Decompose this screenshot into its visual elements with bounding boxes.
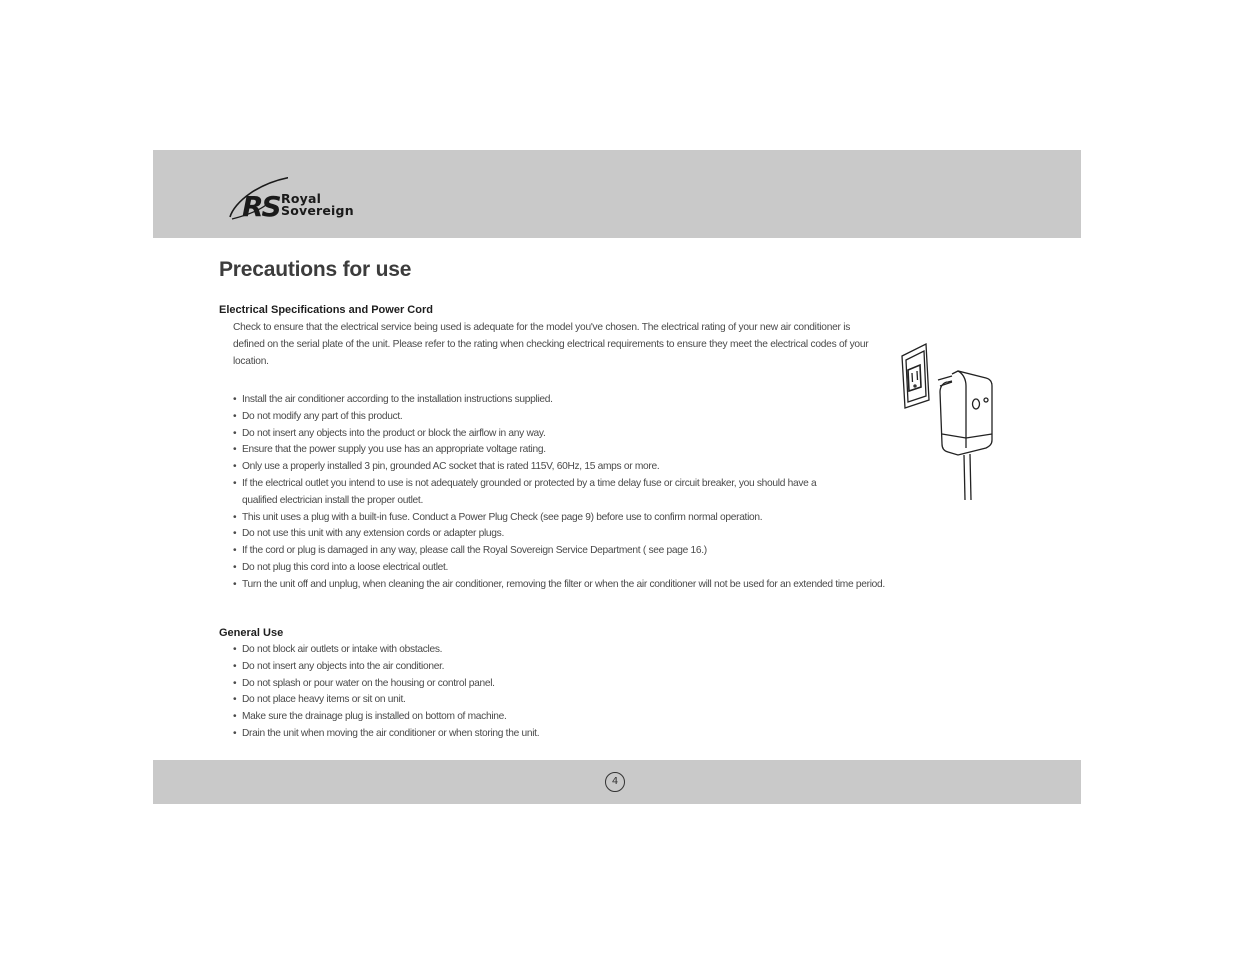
page-title: Precautions for use	[219, 258, 412, 281]
list-item: • Only use a properly installed 3 pin, grounded AC socket that is rated 115V, 60Hz, 15 amps or more.	[233, 459, 923, 476]
list-item: • Drain the unit when moving the air conditioner or when storing the unit.	[233, 726, 833, 743]
logo-word-royal: Royal	[281, 191, 322, 206]
power-plug-outlet-icon	[896, 342, 1000, 502]
list-item: • Do not place heavy items or sit on unit.	[233, 692, 833, 709]
general-use-bullet-list	[233, 642, 833, 743]
list-item: • Do not insert any objects into the air conditioner.	[233, 659, 833, 676]
list-item: • Do not use this unit with any extension cords or adapter plugs.	[233, 526, 923, 543]
rs-logo-mark-icon	[228, 173, 288, 225]
electrical-section-heading: Electrical Specifications and Power Cord	[219, 304, 433, 316]
list-item: • Turn the unit off and unplug, when cleaning the air conditioner, removing the filter or when the air conditioner will not be used for an extended time period.	[233, 577, 923, 594]
list-item: • If the electrical outlet you intend to use is not adequately grounded or protected by a time delay fuse or circuit breaker, you should have a qualified electrician install the proper outlet.	[233, 476, 854, 510]
page-number: 4	[605, 772, 625, 792]
footer-band	[153, 760, 1081, 804]
list-item: • Do not splash or pour water on the housing or control panel.	[233, 676, 833, 693]
list-item: • Make sure the drainage plug is installed on bottom of machine.	[233, 709, 833, 726]
logo-word-sovereign: Sovereign	[281, 203, 354, 218]
electrical-bullet-list	[233, 392, 923, 594]
general-use-section-heading: General Use	[219, 627, 284, 639]
list-item: • Do not insert any objects into the product or block the airflow in any way.	[233, 426, 923, 443]
electrical-intro-paragraph: Check to ensure that the electrical service being used is adequate for the model you've chosen. The electrical rating of your new air conditioner is defined on the serial plate of the unit. Please refer to the rating when checking electrical requirements to ensure they meet the electrical codes of your location.	[233, 322, 869, 367]
list-item: • This unit uses a plug with a built-in fuse. Conduct a Power Plug Check (see page 9) before use to confirm normal operation.	[233, 510, 923, 527]
list-item: • Install the air conditioner according to the installation instructions supplied.	[233, 392, 923, 409]
header-band	[153, 150, 1081, 238]
rs-logo-letters: RS	[242, 190, 280, 223]
list-item: • Ensure that the power supply you use has an appropriate voltage rating.	[233, 442, 923, 459]
list-item: • Do not block air outlets or intake with obstacles.	[233, 642, 833, 659]
royal-sovereign-logo	[228, 173, 358, 225]
list-item: • Do not plug this cord into a loose electrical outlet.	[233, 560, 923, 577]
list-item: • Do not modify any part of this product.	[233, 409, 923, 426]
list-item: • If the cord or plug is damaged in any way, please call the Royal Sovereign Service Department ( see page 16.)	[233, 543, 923, 560]
